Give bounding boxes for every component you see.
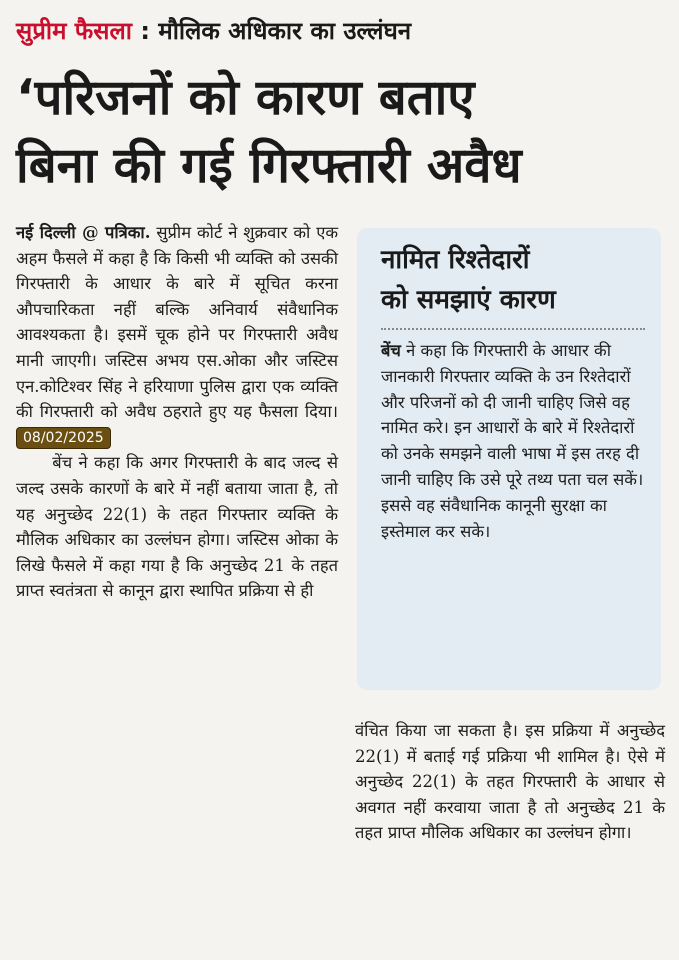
kicker-highlight: सुप्रीम फैसला <box>16 17 133 45</box>
kicker-separator: : <box>132 17 159 45</box>
sidebar-divider <box>381 328 645 330</box>
sidebar-title <box>381 240 645 320</box>
article-paragraph-3: वंचित किया जा सकता है। इस प्रक्रिया में अनुच्छेद 22(1) में बताई गई प्रक्रिया भी शामिल है। ऐसे में अनुच्छेद 22(1) के तहत गिरफ्तारी के आधार से अवगत नहीं करवाया जाता है तो अनुच्छेद 21 के तहत प्राप्त मौलिक अधिकार का उल्लंघन होगा। <box>355 721 665 843</box>
sidebar-title-line-2: को समझाएं कारण <box>381 285 556 315</box>
paragraph-1-text: सुप्रीम कोर्ट ने शुक्रवार को एक अहम फैसले में कहा है कि किसी भी व्यक्ति को उसकी गिरफ्तारी के आधार के बारे में सूचित करना औपचारिकता नहीं बल्कि अनिवार्य संवैधानिक आवश्यकता है। इसमें चूक होने पर गिरफ्तारी अवैध मानी जाएगी। जस्टिस अभय एस.ओका और जस्टिस एन.कोटिश्वर सिंह ने हरियाणा पुलिस द्वारा एक व्यक्ति की गिरफ्तारी को अवैध ठहराते हुए यह फैसला दिया। <box>16 223 338 422</box>
sidebar-body-text: ने कहा कि गिरफ्तारी के आधार की जानकारी गिरफ्तार व्यक्ति के उन रिश्तेदारों और परिजनों को दी जानी चाहिए जिसे वह नामित करे। इन आधारों के बारे में रिश्तेदारों को उनके समझने वाली भाषा में इस तरह दी जानी चाहिए कि उसे पूरे तथ्य पता चल सकें। इससे वह संवैधानिक कानूनी सुरक्षा का इस्तेमाल कर सके। <box>381 341 644 541</box>
headline <box>16 64 666 200</box>
article-column-right <box>355 718 665 846</box>
dateline: नई दिल्ली @ पत्रिका. <box>16 223 151 242</box>
article-paragraph-1 <box>16 220 338 450</box>
sidebar-lead-word: बेंच <box>381 341 401 360</box>
headline-line-1: ‘परिजनों को कारण बताए <box>16 69 475 126</box>
article-column-left <box>16 220 338 604</box>
headline-line-2: बिना की गई गिरफ्तारी अवैध <box>16 137 522 194</box>
sidebar-title-line-1: नामित रिश्तेदारों <box>381 245 530 275</box>
sidebar-body <box>381 338 645 544</box>
kicker-subject: मौलिक अधिकार का उल्लंघन <box>158 17 412 45</box>
sidebar-box <box>357 228 661 690</box>
section-kicker <box>16 14 666 47</box>
date-badge: 08/02/2025 <box>16 427 111 449</box>
article-paragraph-2: बेंच ने कहा कि अगर गिरफ्तारी के बाद जल्द से जल्द उसके कारणों के बारे में नहीं बताया जाता है, तो यह अनुच्छेद 22(1) के तहत गिरफ्तार व्यक्ति के मौलिक अधिकार का उल्लंघन होगा। जस्टिस ओका के लिखे फैसले में कहा गया है कि अनुच्छेद 21 के तहत प्राप्त स्वतंत्रता से कानून द्वारा स्थापित प्रक्रिया से ही <box>16 453 338 601</box>
